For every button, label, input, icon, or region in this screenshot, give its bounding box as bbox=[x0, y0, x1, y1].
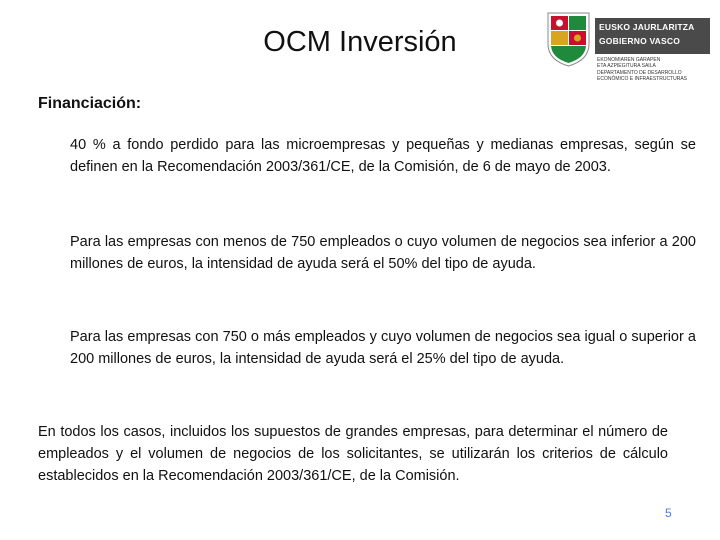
coat-of-arms-icon bbox=[545, 10, 592, 68]
gobierno-vasco-logo bbox=[545, 10, 710, 90]
paragraph-microempresas: 40 % a fondo perdido para las microempresas y pequeñas y medianas empresas, según se definen en la Recomendación 2003/361/CE, de la Comisión, de 6 de mayo de 2003. bbox=[70, 137, 696, 175]
logo-department-basque: EKONOMIAREN GARAPEN ETA AZPIEGITURA SAILA bbox=[597, 57, 661, 69]
logo-line-basque: EUSKO JAURLARITZA bbox=[599, 22, 695, 32]
logo-department-spanish: DEPARTAMENTO DE DESARROLLO ECONÓMICO E INFRAESTRUCTURAS bbox=[597, 70, 688, 82]
paragraph-all-cases: En todos los casos, incluidos los supuestos de grandes empresas, para determinar el número de empleados y el volumen de negocios de los solicitantes, se utilizarán los criterios de cálculo establecidos en la Recomendación 2003/361/CE, de la Comisión. bbox=[38, 424, 668, 484]
section-heading: Financiación: bbox=[38, 95, 142, 112]
slide-title: OCM Inversión bbox=[263, 26, 457, 58]
logo-line-spanish: GOBIERNO VASCO bbox=[599, 36, 681, 46]
page-number: 5 bbox=[665, 506, 672, 520]
paragraph-under-750: Para las empresas con menos de 750 empleados o cuyo volumen de negocios sea inferior a 200 millones de euros, la intensidad de ayuda será el 50% del tipo de ayuda. bbox=[70, 234, 696, 272]
paragraph-over-750: Para las empresas con 750 o más empleados y cuyo volumen de negocios sea igual o superior a 200 millones de euros, la intensidad de ayuda será el 25% del tipo de ayuda. bbox=[70, 329, 696, 367]
